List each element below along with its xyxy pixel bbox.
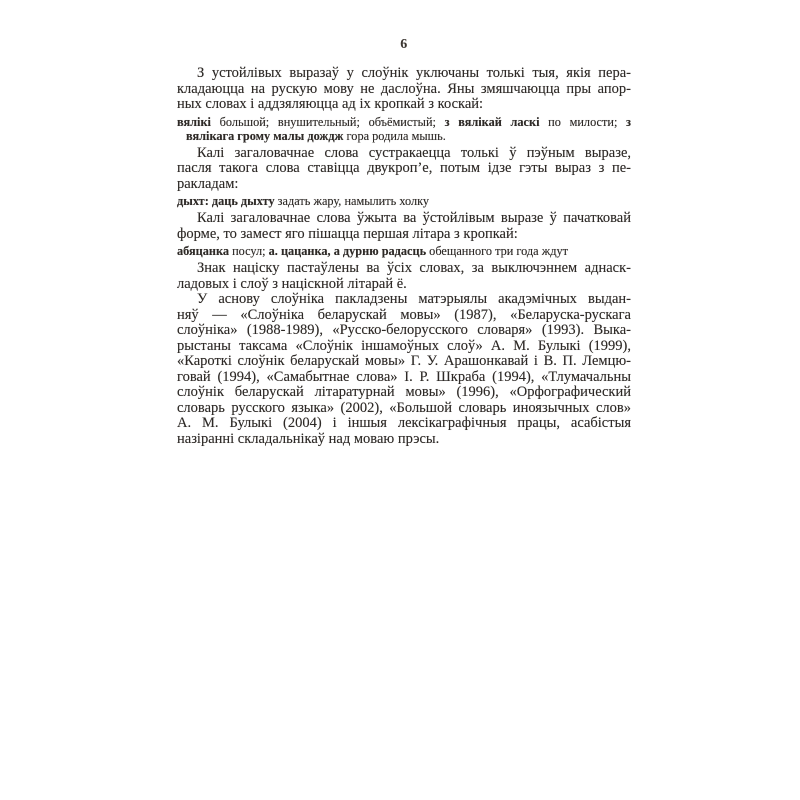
text-line — [177, 146, 631, 162]
regular-text: обещанного три года ждут — [426, 244, 568, 258]
regular-text: кладаюцца на рускую мову не даслоўна. Яны змяшчаюцца пры апор- — [177, 80, 631, 97]
text-line — [177, 354, 631, 370]
bold-text: абяцанка — [177, 244, 230, 258]
paragraph — [177, 261, 631, 292]
text-line — [177, 292, 631, 308]
regular-text: форме, то замест яго пішацца першая літара з кропкай: — [177, 225, 518, 242]
regular-text: «Кароткі слоўнік беларускай мовы» Г. У. Арашонкавай і В. П. Лемцю- — [177, 353, 631, 369]
text-line — [177, 194, 631, 208]
bold-text: вялікі — [177, 114, 211, 129]
regular-text: слоўнік беларускай літаратурнай мовы» (1996), «Орфографический — [177, 384, 631, 400]
regular-text: Калі загаловачнае слова ўжыта ва ўстойлівым выразе ў пачатковай — [197, 210, 631, 226]
regular-text: Калі загаловачнае слова сустракаецца толькі ў пэўным выразе, — [197, 144, 631, 161]
text-line — [177, 308, 631, 324]
text-line — [177, 129, 631, 143]
text-line — [177, 339, 631, 355]
regular-text: Знак націску пастаўлены ва ўсіх словах, за выключэннем аднаск- — [197, 260, 631, 276]
text-line — [177, 244, 631, 258]
example-entry — [177, 194, 631, 208]
text-line — [177, 161, 631, 177]
text-line — [177, 416, 631, 432]
bold-text: вялікага грому малы дождж — [186, 128, 344, 143]
text-line — [177, 227, 631, 243]
text-line — [177, 97, 631, 113]
paragraph — [177, 211, 631, 242]
text-block — [177, 66, 631, 447]
text-column — [177, 38, 631, 447]
regular-text: рыстаны таксама «Слоўнік іншамоўных слоў» А. М. Булыкі (1999), — [177, 337, 631, 354]
regular-text: У аснову слоўніка пакладзены матэрыялы акадэмічных выдан- — [197, 291, 631, 307]
bold-text: з — [626, 114, 631, 129]
regular-text: няў — «Слоўніка беларускай мовы» (1987), «Беларуска-рускага — [177, 306, 631, 323]
text-line — [177, 432, 631, 448]
text-line — [177, 385, 631, 401]
regular-text: ных словах і аддзяляюцца ад іх кропкай з коскай: — [177, 96, 484, 112]
regular-text: пасля такога слова ставіцца двукроп’е, потым ідзе гэты выраз з пе- — [177, 160, 631, 176]
regular-text: словарь русского языка» (2002), «Большой словарь иноязычных слов» — [177, 399, 631, 416]
text-line — [177, 261, 631, 277]
bold-text: дыхт: даць дыхту — [177, 194, 275, 208]
text-line — [177, 370, 631, 386]
text-line — [177, 115, 631, 129]
regular-text: по милости; — [539, 114, 627, 129]
text-line — [177, 177, 631, 193]
example-entry — [177, 115, 631, 143]
regular-text: А. М. Булыкі (2004) і іншыя лексікаграфічныя працы, асабістыя — [177, 415, 631, 431]
regular-text: задать жару, намылить холку — [274, 194, 430, 208]
text-line — [177, 277, 631, 293]
regular-text: назіранні складальнікаў над моваю прэсы. — [177, 430, 440, 447]
example-entry — [177, 244, 631, 258]
bold-text: з вялікай ласкі — [444, 114, 540, 129]
paragraph — [177, 292, 631, 447]
text-line — [177, 66, 631, 82]
regular-text: ладовых і слоў з націскной літарай ё. — [177, 275, 407, 292]
paragraph — [177, 146, 631, 193]
text-line — [177, 211, 631, 227]
text-line — [177, 323, 631, 339]
regular-text: посул; — [229, 244, 269, 258]
regular-text: говай (1994), «Самабытнае слова» І. Р. Шкраба (1994), «Тлумачальны — [177, 368, 631, 385]
paragraph — [177, 66, 631, 113]
bold-text: а. цацанка, а дурню радасць — [268, 244, 427, 258]
page-number: 6 — [400, 37, 408, 52]
regular-text: большой; внушительный; объёмистый; — [210, 114, 445, 129]
regular-text: З устойлівых выразаў у слоўнік уключаны толькі тыя, якія пера- — [197, 65, 631, 81]
regular-text: ракладам: — [177, 175, 239, 192]
regular-text: слоўніка» (1988-1989), «Русско-белорусского словаря» (1993). Выка- — [177, 322, 631, 338]
text-line — [177, 82, 631, 98]
text-line — [177, 401, 631, 417]
regular-text: гора родила мышь. — [343, 128, 446, 143]
